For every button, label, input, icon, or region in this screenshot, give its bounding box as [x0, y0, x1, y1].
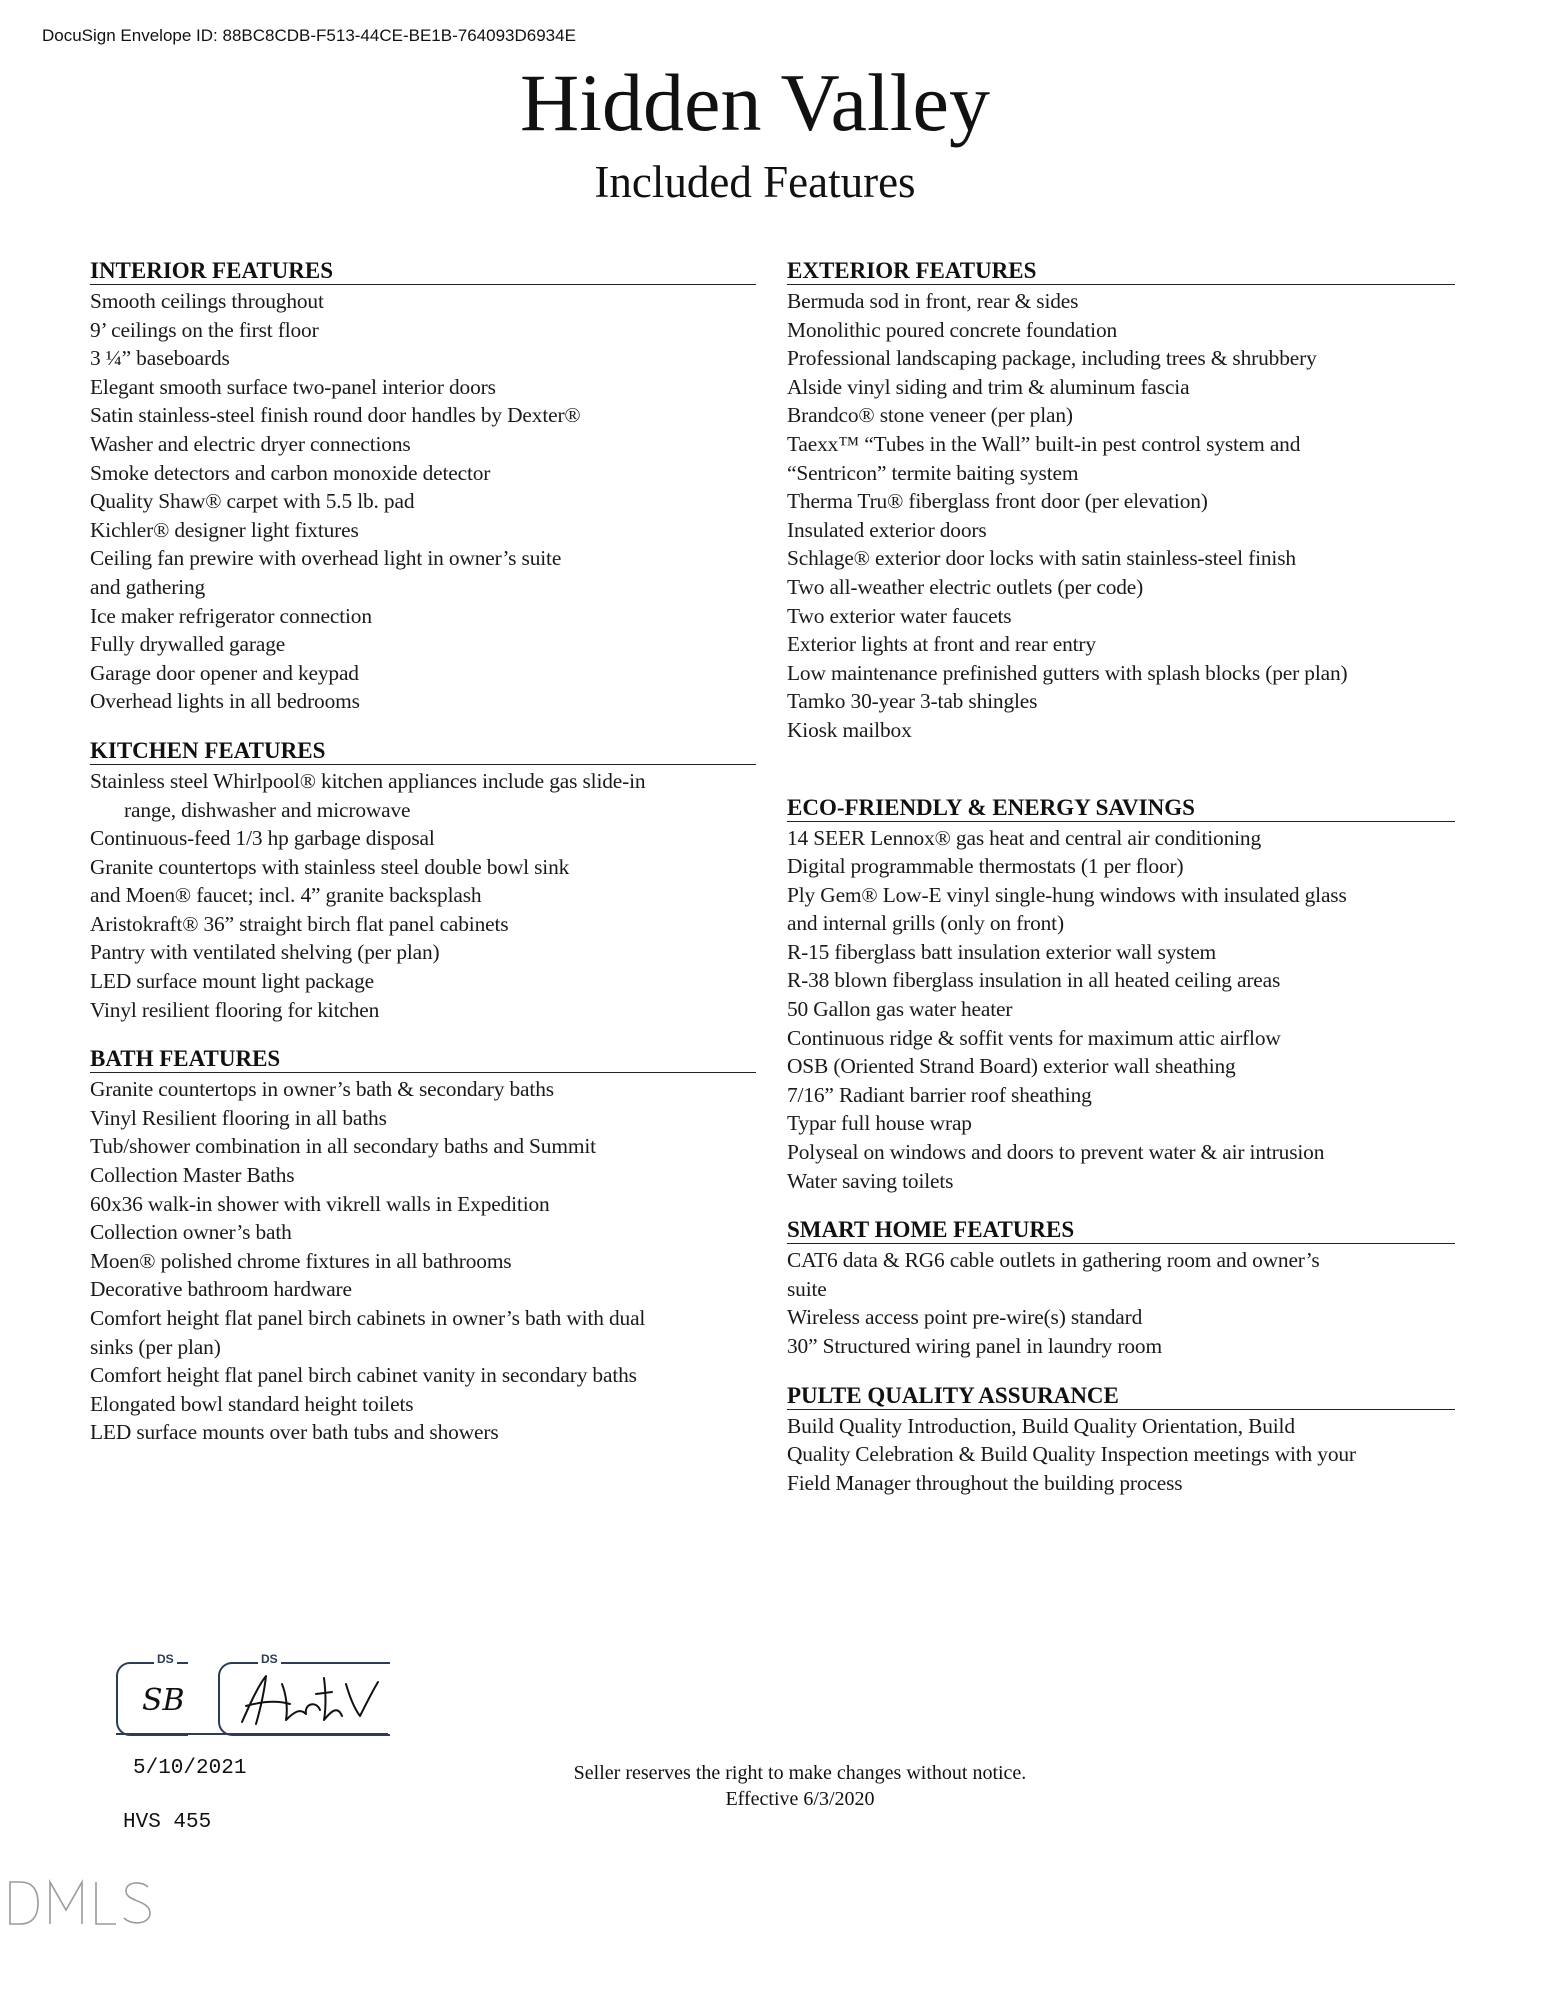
dmls-watermark: [6, 1878, 156, 1933]
feature-item: CAT6 data & RG6 cable outlets in gathering room and owner’s: [787, 1248, 1320, 1273]
feature-list: [787, 287, 1455, 745]
document-code: HVS 455: [123, 1811, 212, 1834]
signature-box: [218, 1652, 390, 1736]
feature-item: Schlage® exterior door locks with satin stainless-steel finish: [787, 546, 1296, 571]
feature-item: Aristokraft® 36” straight birch flat panel cabinets: [90, 911, 509, 936]
feature-item: LED surface mount light package: [90, 969, 375, 994]
feature-item: 50 Gallon gas water heater: [787, 997, 1013, 1022]
feature-item: Continuous ridge & soffit vents for maximum attic airflow: [787, 1025, 1281, 1050]
handwritten-signature-icon: [220, 1664, 390, 1734]
section-heading: KITCHEN FEATURES: [90, 738, 756, 765]
feature-item: Water saving toilets: [787, 1168, 954, 1193]
feature-item: Quality Shaw® carpet with 5.5 lb. pad: [90, 489, 415, 514]
feature-item: and Moen® faucet; incl. 4” granite backsplash: [90, 883, 482, 908]
feature-item: Smooth ceilings throughout: [90, 289, 324, 313]
interior-features-section: [90, 258, 756, 716]
feature-item: Tamko 30-year 3-tab shingles: [787, 689, 1038, 714]
feature-item: Ply Gem® Low-E vinyl single-hung windows with insulated glass: [787, 882, 1347, 907]
feature-item: 9’ ceilings on the first floor: [90, 317, 319, 342]
feature-item: Ice maker refrigerator connection: [90, 603, 372, 628]
feature-item: Kiosk mailbox: [787, 717, 912, 742]
exterior-features-section: [787, 258, 1455, 745]
feature-item: suite: [787, 1276, 827, 1301]
feature-item: sinks (per plan): [90, 1334, 221, 1359]
initials-text: SB: [142, 1683, 185, 1718]
feature-item: and internal grills (only on front): [787, 911, 1064, 936]
feature-list: [787, 1412, 1455, 1498]
kitchen-features-section: [90, 738, 756, 1024]
feature-item: Quality Celebration & Build Quality Inspection meetings with your: [787, 1442, 1356, 1467]
smart-home-section: [787, 1217, 1455, 1360]
feature-list: [90, 287, 756, 716]
feature-item: Brandco® stone veneer (per plan): [787, 403, 1073, 428]
section-heading: PULTE QUALITY ASSURANCE: [787, 1383, 1455, 1410]
feature-item: Garage door opener and keypad: [90, 660, 359, 685]
section-heading: ECO-FRIENDLY & ENERGY SAVINGS: [787, 795, 1455, 822]
feature-item: Ceiling fan prewire with overhead light in owner’s suite: [90, 546, 562, 571]
feature-item: Wireless access point pre-wire(s) standard: [787, 1305, 1143, 1330]
signature-date: 5/10/2021: [133, 1757, 247, 1780]
footer-effective-date: Effective 6/3/2020: [725, 1788, 875, 1810]
feature-item: Monolithic poured concrete foundation: [787, 317, 1118, 342]
feature-item: Alside vinyl siding and trim & aluminum fascia: [787, 374, 1190, 399]
feature-item: Continuous-feed 1/3 hp garbage disposal: [90, 826, 435, 851]
ds-label: DS: [258, 1652, 281, 1666]
feature-item: Kichler® designer light fixtures: [90, 517, 359, 542]
feature-item: Low maintenance prefinished gutters with splash blocks (per plan): [787, 660, 1348, 685]
feature-item: Build Quality Introduction, Build Quality Orientation, Build: [787, 1413, 1295, 1438]
feature-list: [90, 767, 756, 1024]
feature-item: 14 SEER Lennox® gas heat and central air conditioning: [787, 825, 1262, 850]
feature-item: Professional landscaping package, including trees & shrubbery: [787, 346, 1317, 371]
feature-item: range, dishwasher and microwave: [124, 797, 411, 822]
feature-item: Two all-weather electric outlets (per code): [787, 574, 1144, 599]
feature-item: Typar full house wrap: [787, 1111, 972, 1136]
feature-item: and gathering: [90, 574, 206, 599]
initials-signature-box: [116, 1652, 188, 1736]
feature-item: Elegant smooth surface two-panel interior doors: [90, 374, 496, 399]
feature-item: Bermuda sod in front, rear & sides: [787, 289, 1079, 313]
feature-item: “Sentricon” termite baiting system: [787, 460, 1079, 485]
eco-friendly-section: [787, 795, 1455, 1196]
feature-item: Satin stainless-steel finish round door handles by Dexter®: [90, 403, 581, 428]
feature-item: Vinyl Resilient flooring in all baths: [90, 1105, 387, 1130]
bath-features-section: [90, 1046, 756, 1447]
feature-item: Fully drywalled garage: [90, 632, 286, 657]
feature-item: R-38 blown fiberglass insulation in all heated ceiling areas: [787, 968, 1281, 993]
feature-item: Exterior lights at front and rear entry: [787, 632, 1096, 657]
page-title: Hidden Valley: [520, 57, 990, 148]
feature-item: Washer and electric dryer connections: [90, 431, 411, 456]
feature-list: [90, 1075, 756, 1447]
feature-item: Collection Master Baths: [90, 1163, 295, 1188]
section-heading: BATH FEATURES: [90, 1046, 756, 1073]
docusign-envelope-id: DocuSign Envelope ID: 88BC8CDB-F513-44CE-BE1B-764093D6934E: [42, 26, 576, 45]
section-heading: EXTERIOR FEATURES: [787, 258, 1455, 285]
dmls-logo-icon: [6, 1878, 156, 1928]
feature-item: Granite countertops with stainless steel double bowl sink: [90, 854, 570, 879]
footer-notice: [500, 1760, 1100, 1812]
feature-list: [787, 824, 1455, 1196]
feature-item: Vinyl resilient flooring for kitchen: [90, 997, 380, 1022]
feature-item: Granite countertops in owner’s bath & secondary baths: [90, 1077, 554, 1102]
feature-item: Pantry with ventilated shelving (per plan): [90, 940, 440, 965]
feature-item: Moen® polished chrome fixtures in all bathrooms: [90, 1248, 512, 1273]
feature-item: Comfort height flat panel birch cabinet vanity in secondary baths: [90, 1363, 637, 1388]
feature-item: Decorative bathroom hardware: [90, 1277, 352, 1302]
footer-disclaimer: Seller reserves the right to make changes without notice.: [573, 1762, 1027, 1784]
feature-item: Two exterior water faucets: [787, 603, 1012, 628]
feature-item: Elongated bowl standard height toilets: [90, 1391, 414, 1416]
feature-item: Therma Tru® fiberglass front door (per elevation): [787, 489, 1208, 514]
page-subtitle: Included Features: [594, 157, 916, 207]
left-column: [90, 258, 756, 1447]
feature-item: Overhead lights in all bedrooms: [90, 689, 360, 714]
feature-item: Comfort height flat panel birch cabinets in owner’s bath with dual: [90, 1306, 646, 1330]
section-heading: SMART HOME FEATURES: [787, 1217, 1455, 1244]
feature-item: 60x36 walk-in shower with vikrell walls in Expedition: [90, 1191, 550, 1216]
feature-list: [787, 1246, 1455, 1360]
feature-item: Digital programmable thermostats (1 per floor): [787, 854, 1184, 879]
right-column: [787, 258, 1455, 1497]
feature-item: 3 ¼” baseboards: [90, 346, 230, 371]
section-heading: INTERIOR FEATURES: [90, 258, 756, 285]
feature-item: Smoke detectors and carbon monoxide detector: [90, 460, 491, 485]
feature-item: Field Manager throughout the building process: [787, 1470, 1183, 1495]
feature-item: Taexx™ “Tubes in the Wall” built-in pest control system and: [787, 431, 1301, 456]
feature-item: Insulated exterior doors: [787, 517, 987, 542]
feature-item: Tub/shower combination in all secondary baths and Summit: [90, 1134, 596, 1159]
feature-item: R-15 fiberglass batt insulation exterior wall system: [787, 939, 1217, 964]
feature-item: Collection owner’s bath: [90, 1220, 292, 1245]
feature-item: 7/16” Radiant barrier roof sheathing: [787, 1082, 1092, 1107]
ds-label: DS: [154, 1652, 177, 1666]
feature-item: Stainless steel Whirlpool® kitchen appliances include gas slide-in: [90, 768, 646, 793]
feature-item: 30” Structured wiring panel in laundry room: [787, 1334, 1162, 1358]
feature-item: Polyseal on windows and doors to prevent water & air intrusion: [787, 1140, 1325, 1165]
feature-item: OSB (Oriented Strand Board) exterior wall sheathing: [787, 1054, 1236, 1079]
quality-assurance-section: [787, 1383, 1455, 1498]
signature-underline: [116, 1733, 388, 1735]
feature-item: LED surface mounts over bath tubs and showers: [90, 1420, 499, 1445]
